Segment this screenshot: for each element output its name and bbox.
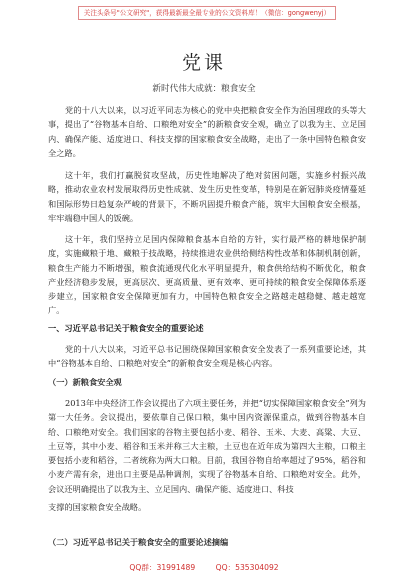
section-1-paragraph: 党的十八大以来，习近平总书记围绕保障国家粮食安全发表了一系列重要论述，其中“谷物基本自给、口粮绝对安全”的新粮食安全观是核心内容。	[48, 344, 366, 369]
intro-section	[48, 103, 366, 160]
section-1-body	[48, 342, 366, 371]
footer-qq-group: QQ群：31991489	[129, 563, 196, 572]
subsection-1-continuation	[48, 500, 366, 514]
subsection-1-paragraph: 2013年中央经济工作会议提出了六项主要任务，并把“切实保障国家粮食安全”列为第一大任务。会议提出，要依靠自己保口粮，集中国内资源保重点，做到谷物基本自给、口粮绝对安全。我们国家的谷物主要包括小麦、稻谷、玉米、大麦、高粱、大豆、土豆等，其中小麦、稻谷和玉米并称三大主粮，土豆也在近年成为第四大主粮，口粮主要包括小麦和稻谷，二者统称为两大口粮。目前，我国谷物自给率超过了95%，稻谷和小麦产需有余，进出口主要是品种调剂，实现了谷物基本自给、口粮绝对安全。此外，会议还明确提出了以我为主、立足国内、确保产能、适度进口、科技	[48, 398, 366, 494]
intro-section-2	[48, 168, 366, 225]
paragraph-3: 这十年，我们坚持立足国内保障粮食基本自给的方针，实行最严格的耕地保护制度，实施藏粮于地、藏粮于技战略，持续推进农业供给侧结构性改革和体制机制创新，粮食生产能力不断增强，粮食流通现代化水平明显提升，粮食供给结构不断优化，粮食产业经济稳步发展，更高层次、更高质量、更有效率、更可持续的粮食安全保障体系逐步建立，国家粮食安全保障更加有力，中国特色粮食安全之路越走越稳健、越走越宽广。	[48, 234, 366, 316]
paragraph-1: 党的十八大以来，以习近平同志为核心的党中央把粮食安全作为治国理政的头等大事，提出了“谷物基本自给、口粮绝对安全”的新粮食安全观，确立了以我为主、立足国内、确保产能、适度进口、科技支撑的国家粮食安全战略，走出了一条中国特色粮食安全之路。	[48, 105, 366, 158]
subsection-1-body	[48, 396, 366, 496]
top-banner: 关注头条号"公文研究"，获得最新最全最专业的公文资料库！（微信：gongwenyj）	[78, 6, 336, 20]
footer-contact	[0, 562, 408, 573]
subsection-1-continuation-text: 支撑的国家粮食安全战略。	[48, 502, 147, 512]
section-1-heading: 一、习近平总书记关于粮食安全的重要论述	[48, 323, 204, 333]
intro-section-3	[48, 232, 366, 318]
subsection-1-heading: （一）新粮食安全观	[48, 377, 122, 387]
subsection-2-heading: （二）习近平总书记关于粮食安全的重要论述摘编	[48, 537, 229, 547]
paragraph-2: 这十年，我们打赢脱贫攻坚战，历史性地解决了绝对贫困问题，实施乡村振兴战略，推动农业农村发展取得历史性成就、发生历史性变革，特别是在新冠肺炎疫情蔓延和国际形势日趋复杂严峻的背景下，不断巩固提升粮食产能，筑牢大国粮食安全根基，牢牢端稳中国人的饭碗。	[48, 170, 366, 223]
page-subtitle: 新时代伟大成就：粮食安全	[152, 84, 256, 94]
page-title: 党课	[181, 52, 226, 74]
footer-qq: QQ：535304092	[215, 563, 279, 572]
